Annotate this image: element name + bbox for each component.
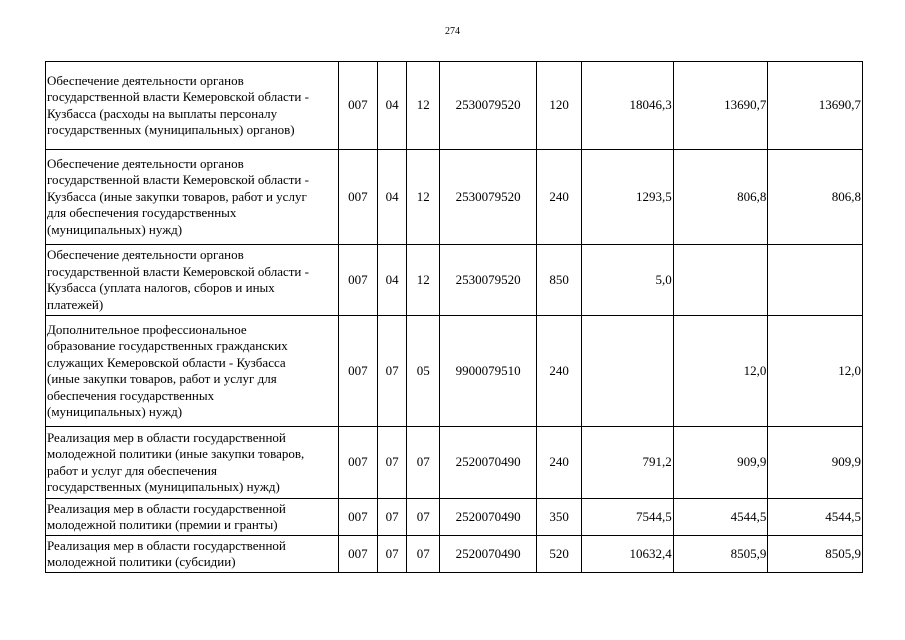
ministry-code-cell: 007 xyxy=(338,499,377,536)
ministry-code-cell: 007 xyxy=(338,316,377,427)
amount-3-cell: 4544,5 xyxy=(768,499,863,536)
amount-1-cell: 791,2 xyxy=(582,427,674,499)
amount-1-cell: 1293,5 xyxy=(582,150,674,245)
section-code-cell: 07 xyxy=(378,499,407,536)
target-article-cell: 2530079520 xyxy=(440,245,537,316)
expense-type-cell: 350 xyxy=(536,499,581,536)
description-line: Реализация мер в области государственной xyxy=(47,429,286,445)
ministry-code-cell: 007 xyxy=(338,427,377,499)
description-cell xyxy=(46,536,339,573)
expense-type-cell: 120 xyxy=(536,62,581,150)
description-cell xyxy=(46,245,339,316)
expense-type-cell: 240 xyxy=(536,316,581,427)
amount-3-cell xyxy=(768,245,863,316)
target-article-cell: 2530079520 xyxy=(440,62,537,150)
description-line: молодежной политики (премии и гранты) xyxy=(47,517,278,532)
amount-2-cell xyxy=(673,245,768,316)
description-line: служащих Кемеровской области - Кузбасса xyxy=(47,354,286,370)
description-cell xyxy=(46,62,339,150)
section-code-cell: 07 xyxy=(378,316,407,427)
amount-1-cell: 10632,4 xyxy=(582,536,674,573)
description-line: Обеспечение деятельности органов xyxy=(47,72,244,88)
description-cell xyxy=(46,316,339,427)
amount-3-cell: 909,9 xyxy=(768,427,863,499)
ministry-code-cell: 007 xyxy=(338,536,377,573)
subsection-code-cell: 07 xyxy=(407,536,440,573)
amount-2-cell: 12,0 xyxy=(673,316,768,427)
target-article-cell: 2520070490 xyxy=(440,427,537,499)
section-code-cell: 04 xyxy=(378,62,407,150)
amount-1-cell: 5,0 xyxy=(582,245,674,316)
target-article-cell: 2520070490 xyxy=(440,536,537,573)
description-line: государственных (муниципальных) нужд) xyxy=(47,479,280,494)
subsection-code-cell: 12 xyxy=(407,150,440,245)
description-line: государственных (муниципальных) органов) xyxy=(47,122,295,137)
table-row xyxy=(46,245,863,316)
description-line: государственной власти Кемеровской области - xyxy=(47,89,309,104)
description-line: Реализация мер в области государственной xyxy=(47,537,286,553)
ministry-code-cell: 007 xyxy=(338,245,377,316)
description-line: Обеспечение деятельности органов xyxy=(47,155,244,171)
ministry-code-cell: 007 xyxy=(338,62,377,150)
subsection-code-cell: 05 xyxy=(407,316,440,427)
target-article-cell: 2530079520 xyxy=(440,150,537,245)
amount-3-cell: 13690,7 xyxy=(768,62,863,150)
expense-type-cell: 520 xyxy=(536,536,581,573)
table-row xyxy=(46,427,863,499)
subsection-code-cell: 12 xyxy=(407,62,440,150)
target-article-cell: 9900079510 xyxy=(440,316,537,427)
budget-table xyxy=(45,61,863,573)
section-code-cell: 07 xyxy=(378,427,407,499)
expense-type-cell: 240 xyxy=(536,150,581,245)
description-line: работ и услуг для обеспечения xyxy=(47,462,217,478)
section-code-cell: 07 xyxy=(378,536,407,573)
amount-2-cell: 4544,5 xyxy=(673,499,768,536)
amount-2-cell: 8505,9 xyxy=(673,536,768,573)
table-row xyxy=(46,499,863,536)
description-line: для обеспечения государственных xyxy=(47,205,237,221)
description-line: Кузбасса (расходы на выплаты персоналу xyxy=(47,105,278,121)
section-code-cell: 04 xyxy=(378,245,407,316)
description-line: (муниципальных) нужд) xyxy=(47,221,183,237)
description-cell xyxy=(46,150,339,245)
description-line: Обеспечение деятельности органов xyxy=(47,247,244,262)
description-line: государственной власти Кемеровской области - xyxy=(47,263,309,279)
description-line: платежей) xyxy=(47,296,104,312)
section-code-cell: 04 xyxy=(378,150,407,245)
subsection-code-cell: 12 xyxy=(407,245,440,316)
amount-3-cell: 806,8 xyxy=(768,150,863,245)
amount-2-cell: 806,8 xyxy=(673,150,768,245)
description-line: образование государственных гражданских xyxy=(47,338,288,353)
description-line: Дополнительное профессиональное xyxy=(47,321,247,337)
expense-type-cell: 240 xyxy=(536,427,581,499)
description-line: обеспечения государственных xyxy=(47,387,215,403)
amount-1-cell xyxy=(582,316,674,427)
description-line: молодежной политики (иные закупки товаров, xyxy=(47,446,305,461)
amount-2-cell: 909,9 xyxy=(673,427,768,499)
ministry-code-cell: 007 xyxy=(338,150,377,245)
target-article-cell: 2520070490 xyxy=(440,499,537,536)
description-line: (иные закупки товаров, работ и услуг для xyxy=(47,371,277,386)
page-number: 274 xyxy=(445,26,460,37)
subsection-code-cell: 07 xyxy=(407,499,440,536)
subsection-code-cell: 07 xyxy=(407,427,440,499)
table-row xyxy=(46,62,863,150)
table-row xyxy=(46,316,863,427)
amount-1-cell: 18046,3 xyxy=(582,62,674,150)
amount-1-cell: 7544,5 xyxy=(582,499,674,536)
description-line: молодежной политики (субсидии) xyxy=(47,554,236,569)
amount-3-cell: 8505,9 xyxy=(768,536,863,573)
expense-type-cell: 850 xyxy=(536,245,581,316)
description-line: государственной власти Кемеровской области - xyxy=(47,172,309,188)
description-line: (муниципальных) нужд) xyxy=(47,404,183,419)
description-cell xyxy=(46,427,339,499)
description-line: Кузбасса (уплата налогов, сборов и иных xyxy=(47,280,275,295)
table-row xyxy=(46,536,863,573)
amount-2-cell: 13690,7 xyxy=(673,62,768,150)
description-cell xyxy=(46,499,339,536)
table-row xyxy=(46,150,863,245)
budget-table-body xyxy=(46,62,863,573)
description-line: Кузбасса (иные закупки товаров, работ и услуг xyxy=(47,188,307,204)
amount-3-cell: 12,0 xyxy=(768,316,863,427)
description-line: Реализация мер в области государственной xyxy=(47,500,286,516)
